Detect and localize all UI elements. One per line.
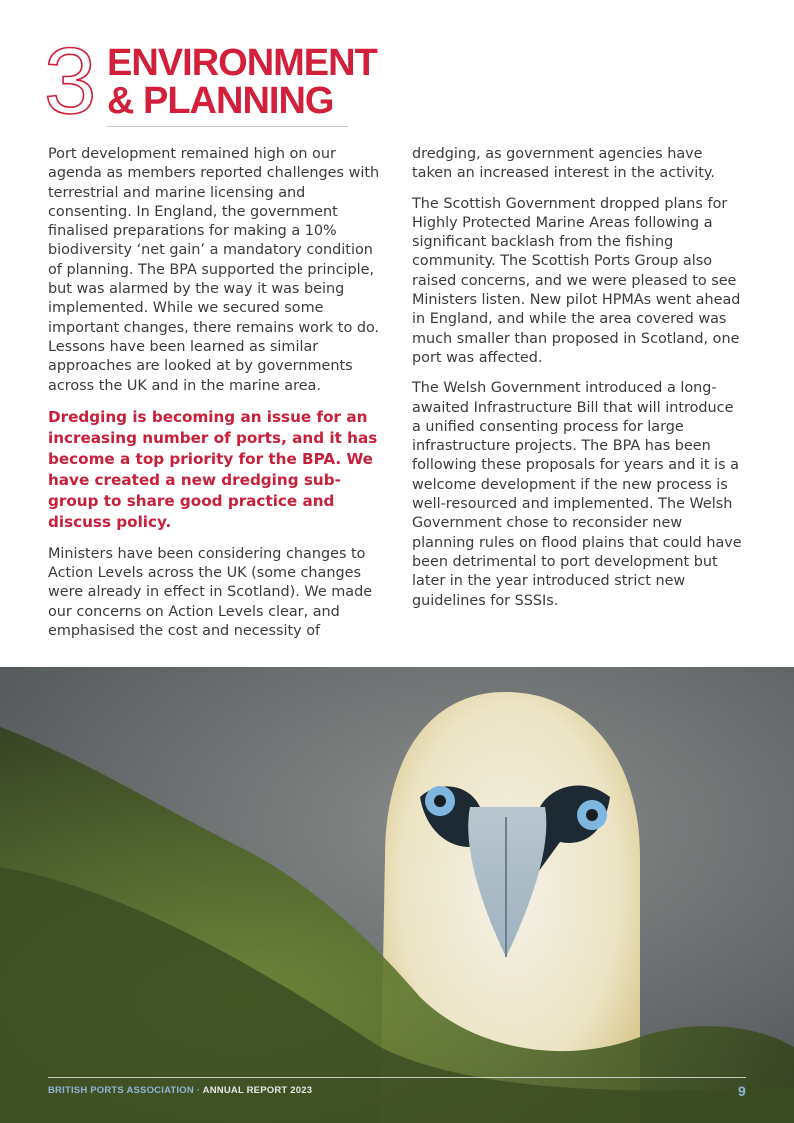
right-column [412, 145, 746, 622]
pull-quote: Dredging is becoming an issue for an increasing number of ports, and it has become a top priority for the BPA. We have created a new dredging sub-group to share good practice and discuss policy. [48, 407, 378, 531]
body-paragraph: Port development remained high on our agenda as members reported challenges with terrestrial and marine licensing and consenting. In England, the government finalised preparations for making a 10% biodiversity ‘net gain’ a mandatory condition of planning. The BPA supported the principle, but was alarmed by the way it was being implemented. While we secured some important changes, there remains work to do. Lessons have been learned as similar approaches are looked at by governments across the UK and in the marine area. [48, 146, 380, 394]
body-paragraph: dredging, as government agencies have taken an increased interest in the activity. [412, 146, 715, 182]
page-number: 9 [738, 1083, 746, 1099]
body-paragraph: Ministers have been considering changes to Action Levels across the UK (some changes were already in effect in Scotland). We made our concerns on Action Levels clear, and emphasised the cost and necessity of [48, 545, 373, 640]
footer-org: BRITISH PORTS ASSOCIATION [48, 1085, 194, 1096]
title-divider [107, 126, 348, 127]
title-line-2: & PLANNING [107, 80, 334, 122]
title-line-1: ENVIRONMENT [107, 42, 377, 84]
footer-separator: · [193, 1085, 203, 1096]
page-title [107, 44, 377, 120]
left-column [48, 145, 383, 652]
footer-report-title: ANNUAL REPORT 2023 [202, 1085, 313, 1096]
section-number: 3 [44, 28, 97, 133]
gannet-photo [0, 667, 794, 1123]
body-paragraph: The Scottish Government dropped plans for Highly Protected Marine Areas following a significant backlash from the fishing community. The Scottish Ports Group also raised concerns, and we were pleased to see Ministers listen. New pilot HPMAs went ahead in England, and while the area covered was much smaller than proposed in Scotland, one port was affected. [412, 195, 741, 366]
body-paragraph: The Welsh Government introduced a long-awaited Infrastructure Bill that will introduce a unified consenting process for large infrastructure projects. The BPA has been following these proposals for years and it is a welcome development if the new process is well-resourced and implemented. The Welsh Government chose to reconsider new planning rules on flood plains that could have been detrimental to port development but later in the year introduced strict new guidelines for SSSIs. [412, 380, 742, 609]
page-footer [48, 1077, 746, 1105]
